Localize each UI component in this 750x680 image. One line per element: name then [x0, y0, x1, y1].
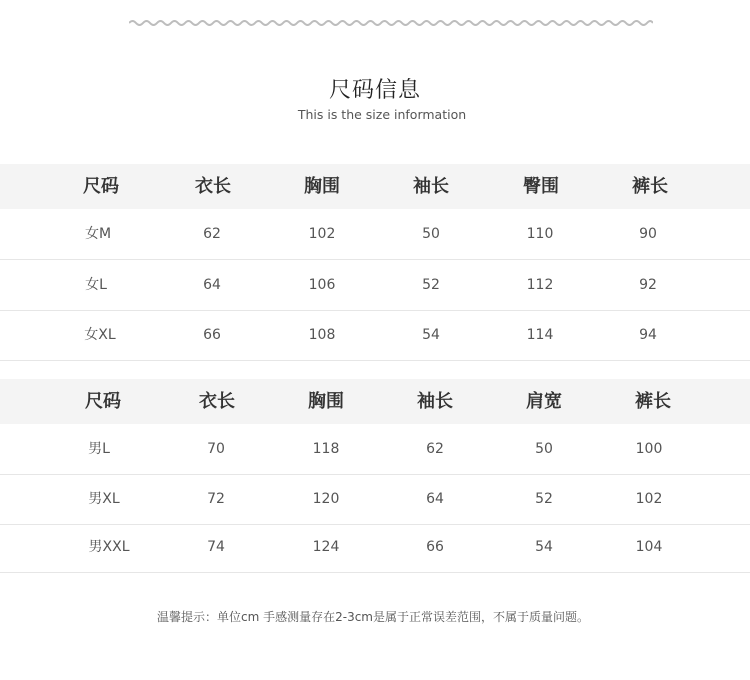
sleeve-cell: 50 [422, 226, 440, 242]
sleeve-cell: 52 [422, 277, 440, 293]
sleeve-cell: 66 [426, 539, 444, 555]
size-cell: 女L [85, 277, 107, 293]
size-cell: 男XXL [88, 539, 130, 555]
sleeve-cell: 62 [426, 441, 444, 457]
table-row [0, 474, 750, 525]
size-cell: 女XL [84, 327, 116, 343]
page-subtitle: This is the size information [297, 107, 467, 122]
header-bust: 胸围 [308, 391, 344, 412]
bust-cell: 120 [312, 491, 340, 507]
header-pants-length: 裤长 [632, 176, 668, 197]
page-title: 尺码信息 [328, 78, 421, 103]
pants-length-cell: 92 [639, 277, 657, 293]
sleeve-cell: 64 [426, 491, 444, 507]
table-row [0, 260, 750, 311]
header-shoulder: 肩宽 [526, 391, 562, 412]
table-row [0, 424, 750, 475]
sleeve-cell: 54 [422, 327, 440, 343]
bust-cell: 124 [312, 539, 340, 555]
header-length: 衣长 [199, 391, 235, 412]
bust-cell: 118 [312, 441, 340, 457]
bust-cell: 102 [308, 226, 336, 242]
bust-cell: 108 [308, 327, 336, 343]
hip-cell: 112 [526, 277, 554, 293]
pants-length-cell: 102 [635, 491, 663, 507]
length-cell: 72 [207, 491, 225, 507]
shoulder-cell: 52 [535, 491, 553, 507]
pants-length-cell: 104 [635, 539, 663, 555]
length-cell: 66 [203, 327, 221, 343]
length-cell: 62 [203, 226, 221, 242]
size-cell: 男XL [88, 491, 120, 507]
pants-length-cell: 100 [635, 441, 663, 457]
header-hip: 臀围 [523, 176, 559, 197]
length-cell: 64 [203, 277, 221, 293]
header-sleeve: 袖长 [417, 391, 453, 412]
hip-cell: 110 [526, 226, 554, 242]
table-header [0, 379, 750, 424]
table-row [0, 310, 750, 361]
size-cell: 男L [88, 441, 110, 457]
pants-length-cell: 90 [639, 226, 657, 242]
header-length: 衣长 [195, 176, 231, 197]
wavy-divider [129, 19, 653, 27]
size-cell: 女M [84, 226, 112, 242]
bust-cell: 106 [308, 277, 336, 293]
length-cell: 74 [207, 539, 225, 555]
hip-cell: 114 [526, 327, 554, 343]
header-size: 尺码 [85, 391, 121, 412]
header-sleeve: 袖长 [413, 176, 449, 197]
length-cell: 70 [207, 441, 225, 457]
table-header [0, 164, 750, 209]
pants-length-cell: 94 [639, 327, 657, 343]
measurement-note: 温馨提示：单位cm 手感测量存在2-3cm是属于正常误差范围，不属于质量问题。 [157, 610, 589, 624]
shoulder-cell: 50 [535, 441, 553, 457]
top-faint-text [0, 0, 750, 10]
header-pants-length: 裤长 [635, 391, 671, 412]
header-size: 尺码 [83, 176, 119, 197]
shoulder-cell: 54 [535, 539, 553, 555]
table-row [0, 522, 750, 573]
table-row [0, 209, 750, 260]
header-bust: 胸围 [304, 176, 340, 197]
